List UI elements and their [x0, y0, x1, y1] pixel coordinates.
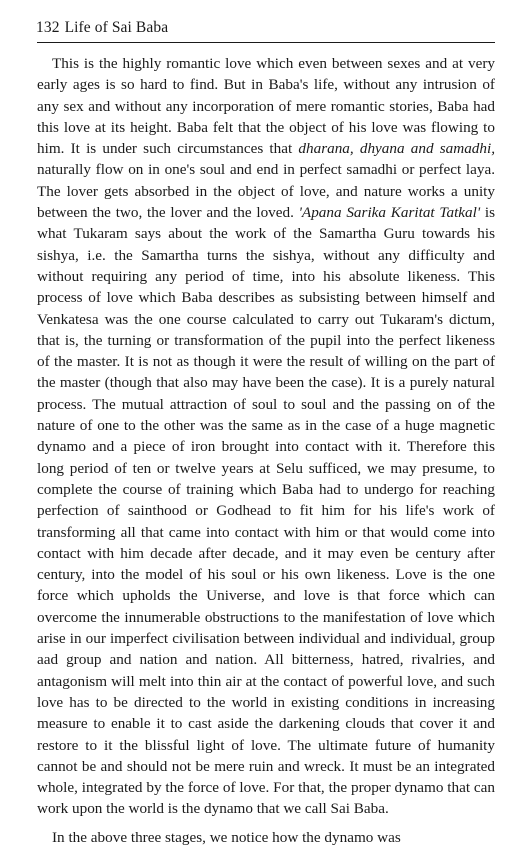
book-page	[37, 18, 495, 848]
running-title: Life of Sai Baba	[64, 19, 169, 36]
body-paragraph-1	[37, 53, 495, 820]
paragraph-1-text-3: is what Tukaram says about the work of the Samartha Guru towards his sishya, i.e. the Samartha turns the sishya, without any difficulty and without requiring any period of time, into his absolute likeness. This process of love which Baba describes as subsisting between himself and Venkatesa was the one course calculated to carry out Tukaram's dictum, that is, the turning or transformation of the pupil into the perfect likeness of the master. It is not as though it were the result of willing on the part of the master (though that also may have been the case). It is a purely natural process. The mutual attraction of soul to soul and the passing on of the nature of one to the other was the same as in the case of a huge magnetic dynamo and a piece of iron brought into contact with it. Therefore this long period of ten or twelve years at Selu sufficed, we may presume, to complete the course of training which Baba had to undergo for reaching perfection of sainthood or Godhead to fit him for his life's work of transforming all that came into contact with him or that would come into contact with him decade after decade, and it may even be century after century, into the model of his soul or his own likeness. Love is the one force which upholds the Universe, and love is that force which can overcome the innumerable obstructions to the manifestation of love which arise in our imperfect civilisation between individual and individual, group aad group and nation and nation. All bitterness, hatred, rivalries, and antagonism will melt into thin air at the contact of powerful love, and such love has to be directed to the world in existing conditions in increasing measure to enable it to cast aside the darkening clouds that cover it and restore to it the blissful light of love. The ultimate future of humanity cannot be and should not be mere ruin and wreck. It must be an integrated whole, integrated by the force of love. For that, the proper dynamo that can work upon the world is the dynamo that we call Sai Baba.	[37, 204, 495, 818]
running-header	[36, 18, 495, 38]
paragraph-1-italic-1: dharana, dhyana and samadhi,	[298, 140, 496, 158]
page-number: 132	[36, 19, 60, 36]
header-rule	[37, 42, 495, 43]
paragraph-1-text-1: This is the highly romantic love which even between sexes and at very early ages is so hard to find. But in Baba's life, without any intrusion of any sex and without any incorporation of mere romantic stories, Baba had this love at its height. Baba felt that the object of his love was flowing to him. It is under such circumstances that	[37, 55, 495, 158]
paragraph-1-text-2: naturally flow on in one's soul and end in perfect samadhi or perfect laya. The lover gets absorbed in the object of love, and nature works a unity between the two, the lover and the loved.	[37, 161, 495, 222]
paragraph-1-italic-2: 'Apana Sarika Karitat Tatkal'	[298, 204, 481, 222]
body-paragraph-2: In the above three stages, we notice how the dynamo was	[52, 828, 401, 846]
